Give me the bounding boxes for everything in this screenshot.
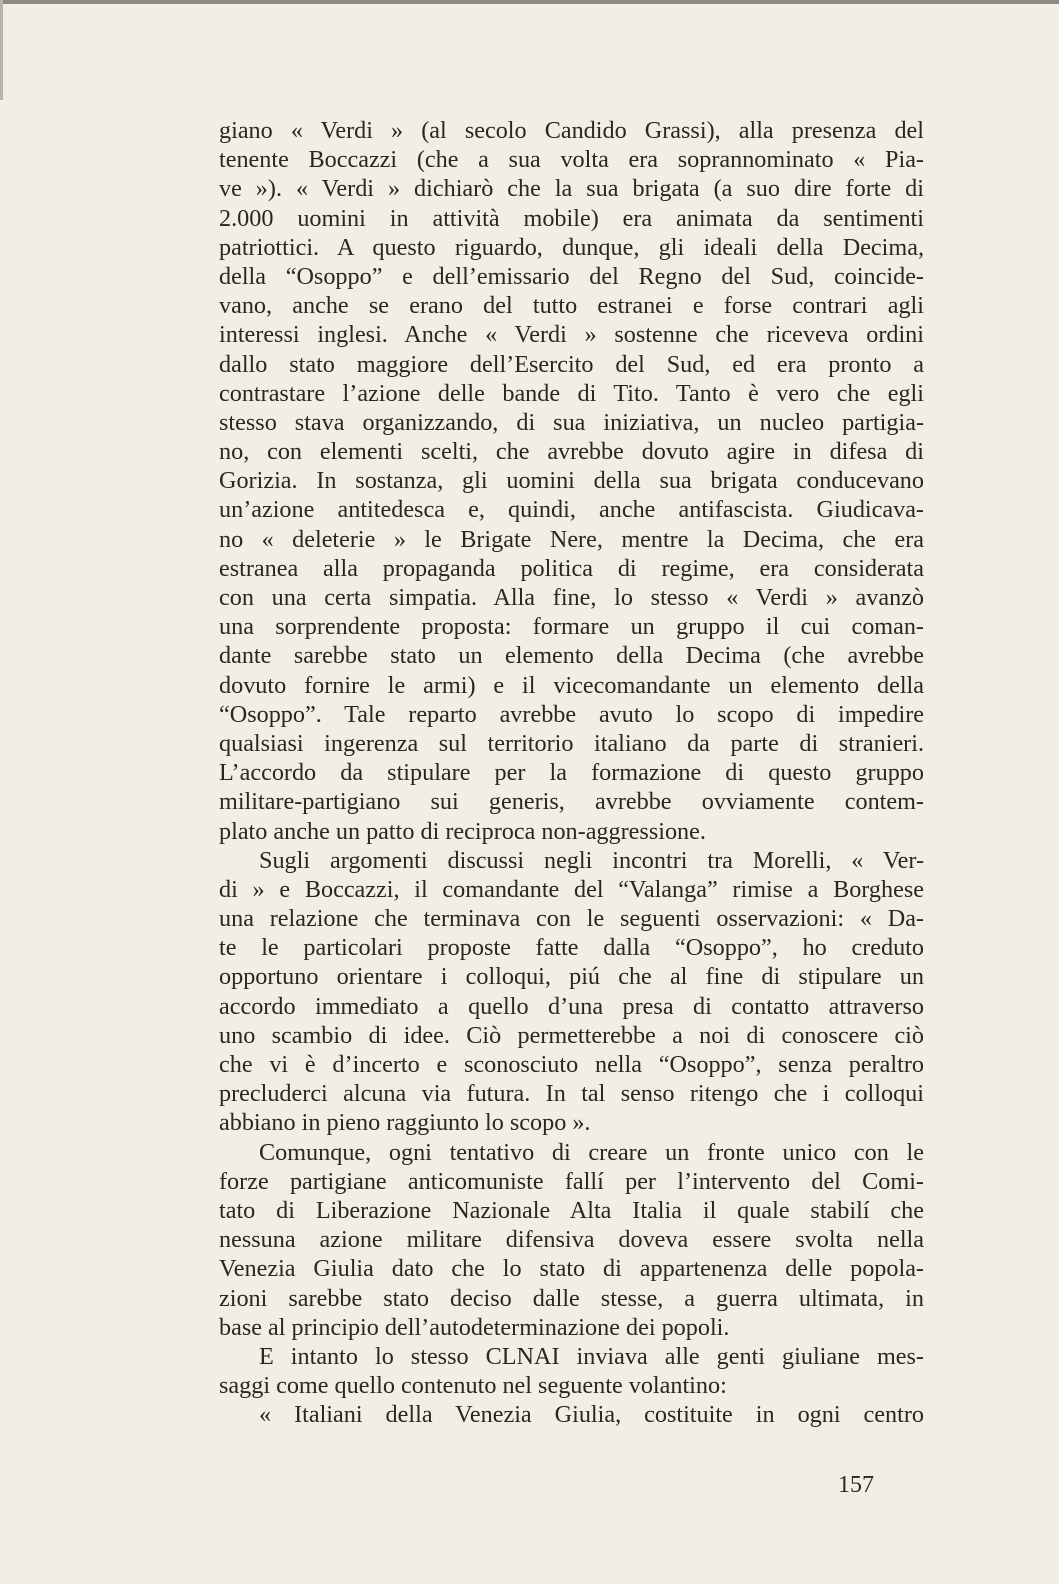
text-line: che vi è d’incerto e sconosciuto nella “Osoppo”, senza peraltro <box>219 1051 924 1078</box>
text-line: plato anche un patto di reciproca non-aggressione. <box>219 817 706 845</box>
text-line: giano « Verdi » (al secolo Candido Grassi), alla presenza del <box>219 117 924 144</box>
text-line: dante sarebbe stato un elemento della Decima (che avrebbe <box>219 642 924 670</box>
text-line: della “Osoppo” e dell’emissario del Regno del Sud, coincide- <box>219 262 924 290</box>
text-line: forze partigiane anticomuniste fallí per l’intervento del Comi- <box>219 1167 924 1195</box>
text-line: estranea alla propaganda politica di regime, era considerata <box>219 554 924 582</box>
text-line: te le particolari proposte fatte dalla “Osoppo”, ho creduto <box>219 934 924 962</box>
text-line: militare-partigiano sui generis, avrebbe ovviamente contem- <box>219 788 924 816</box>
text-line: Comunque, ogni tentativo di creare un fronte unico con le <box>259 1138 924 1166</box>
text-line: una sorprendente proposta: formare un gruppo il cui coman- <box>219 613 924 641</box>
text-line: abbiano in pieno raggiunto lo scopo ». <box>219 1109 591 1137</box>
text-line: E intanto lo stesso CLNAI inviava alle genti giuliane mes- <box>259 1342 924 1370</box>
text-line: contrastare l’azione delle bande di Tito. Tanto è vero che egli <box>219 379 924 407</box>
text-line: Venezia Giulia dato che lo stato di appartenenza delle popola- <box>219 1255 924 1283</box>
text-line: no « deleterie » le Brigate Nere, mentre la Decima, che era <box>219 525 924 553</box>
text-line: nessuna azione militare difensiva doveva essere svolta nella <box>219 1226 924 1254</box>
text-line: con una certa simpatia. Alla fine, lo stesso « Verdi » avanzò <box>219 584 924 611</box>
text-line: base al principio dell’autodeterminazione dei popoli. <box>219 1313 730 1341</box>
text-line: un’azione antitedesca e, quindi, anche antifascista. Giudicava- <box>219 496 924 524</box>
text-line: di » e Boccazzi, il comandante del “Valanga” rimise a Borghese <box>219 875 924 903</box>
text-line: dovuto fornire le armi) e il vicecomandante un elemento della <box>219 671 924 699</box>
text-line: precluderci alcuna via futura. In tal senso ritengo che i colloqui <box>219 1080 924 1108</box>
text-line: Sugli argomenti discussi negli incontri tra Morelli, « Ver- <box>259 846 924 874</box>
text-line: no, con elementi scelti, che avrebbe dovuto agire in difesa di <box>219 438 924 466</box>
text-line: « Italiani della Venezia Giulia, costituite in ogni centro <box>259 1401 924 1429</box>
text-line: opportuno orientare i colloqui, piú che al fine di stipulare un <box>219 963 924 991</box>
text-line: uno scambio di idee. Ciò permetterebbe a noi di conoscere ciò <box>219 1021 924 1049</box>
body-text <box>219 116 924 1429</box>
text-line: “Osoppo”. Tale reparto avrebbe avuto lo scopo di impedire <box>219 700 924 728</box>
text-line: zioni sarebbe stato deciso dalle stesse, a guerra ultimata, in <box>219 1284 924 1312</box>
text-line: L’accordo da stipulare per la formazione di questo gruppo <box>219 759 924 787</box>
text-line: Gorizia. In sostanza, gli uomini della sua brigata conducevano <box>219 467 924 495</box>
text-line: accordo immediato a quello d’una presa di contatto attraverso <box>219 992 924 1020</box>
text-line: una relazione che terminava con le seguenti osservazioni: « Da- <box>219 905 924 933</box>
text-line: ve »). « Verdi » dichiarò che la sua brigata (a suo dire forte di <box>219 175 924 203</box>
text-line: 2.000 uomini in attività mobile) era animata da sentimenti <box>219 204 924 232</box>
text-line: tenente Boccazzi (che a sua volta era soprannominato « Pia- <box>219 146 924 174</box>
page-number: 157 <box>838 1472 874 1498</box>
text-line: patriottici. A questo riguardo, dunque, gli ideali della Decima, <box>219 233 924 261</box>
page-left-edge <box>0 0 3 100</box>
page-top-edge <box>0 0 1059 4</box>
text-line: dallo stato maggiore dell’Esercito del Sud, ed era pronto a <box>219 350 924 378</box>
text-line: saggi come quello contenuto nel seguente volantino: <box>219 1372 727 1400</box>
text-line: stesso stava organizzando, di sua iniziativa, un nucleo partigia- <box>219 408 924 436</box>
text-line: vano, anche se erano del tutto estranei e forse contrari agli <box>219 292 924 320</box>
text-line: tato di Liberazione Nazionale Alta Italia il quale stabilí che <box>219 1196 924 1224</box>
text-line: qualsiasi ingerenza sul territorio italiano da parte di stranieri. <box>219 729 924 757</box>
text-line: interessi inglesi. Anche « Verdi » sostenne che riceveva ordini <box>219 321 924 349</box>
